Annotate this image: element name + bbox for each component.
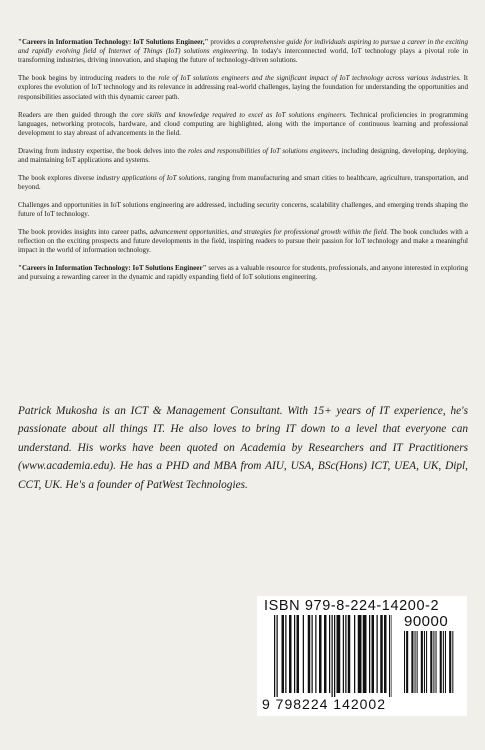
- addon-barcode-bars-icon: [404, 631, 456, 695]
- blurb-paragraph-applications: The book explores diverse industry applications of IoT solutions, ranging from manufacturing and smart cities to healthcare, agriculture, transportation, and beyond.: [18, 173, 469, 191]
- blurb-paragraph-summary: "Careers in Information Technology: IoT Solutions Engineer" serves as a valuable resource for students, professionals, and anyone interested in exploring and pursuing a rewarding career in the dynamic and rapidly expanding field of IoT solutions engineering.: [18, 264, 468, 282]
- barcode-digits: 9 798224 142002: [262, 696, 386, 712]
- blurb-paragraph-careers: The book provides insights into career paths, advancement opportunities, and strategies for professional growth within the field. The book concludes with a reflection on the exciting prospects and future developments in the field, inspiring readers to pursue their passion for IoT technology and make a meaningful impact in the world of information technology.: [18, 227, 468, 255]
- isbn-label: ISBN 979-8-224-14200-2: [264, 598, 440, 614]
- book-title-ref: "Careers in Information Technology: IoT Solutions Engineer,": [18, 38, 209, 46]
- author-bio: Patrick Mukosha is an ICT & Management Consultant. With 15+ years of IT experience, he's passionate about all things IT. He also loves to bring IT down to a level that everyone can understand. His works have been quoted on Academia by Researchers and IT Practitioners (www.academia.edu). He has a PHD and MBA from AIU, USA, BSc(Hons) ICT, UEA, UK, Dipl, CCT, UK. He's a founder of PatWest Technologies.: [18, 405, 468, 491]
- blurb-paragraph-responsibilities: Drawing from industry expertise, the book delves into the roles and responsibilities of IoT solutions engineers, including designing, developing, deploying, and maintaining IoT applications and systems.: [18, 146, 468, 164]
- back-cover-blurb: [18, 38, 468, 291]
- price-code: 90000: [404, 613, 449, 630]
- barcode-bars-icon: [274, 615, 392, 697]
- blurb-paragraph-role: The book begins by introducing readers to the role of IoT solutions engineers and the significant impact of IoT technology across various industries. It explores the evolution of IoT technology and its relevance in addressing real-world challenges, laying the foundation for understanding the opportunities and responsibilities associated with this dynamic career path.: [18, 74, 468, 101]
- book-title-ref: "Careers in Information Technology: IoT Solutions Engineer": [18, 264, 207, 273]
- blurb-paragraph-challenges: Challenges and opportunities in IoT solutions engineering are addressed, including security concerns, scalability challenges, and emerging trends shaping the future of IoT technology.: [18, 200, 468, 219]
- isbn-barcode: [257, 596, 467, 716]
- blurb-paragraph-skills: Readers are then guided through the core skills and knowledge required to excel as IoT solutions engineers. Technical proficiencies in programming languages, networking protocols, hardware, and cloud computing are highlighted, along with the importance of continuous learning and professional development to stay abreast of advancements in the field.: [18, 110, 468, 137]
- blurb-paragraph-intro: "Careers in Information Technology: IoT Solutions Engineer," provides a comprehensive guide for individuals aspiring to pursue a career in the exciting and rapidly evolving field of Internet of Things (IoT) solutions engineering. In today's interconnected world, IoT technology plays a pivotal role in transforming industries, driving innovation, and shaping the future of technology-driven solutions.: [18, 38, 469, 65]
